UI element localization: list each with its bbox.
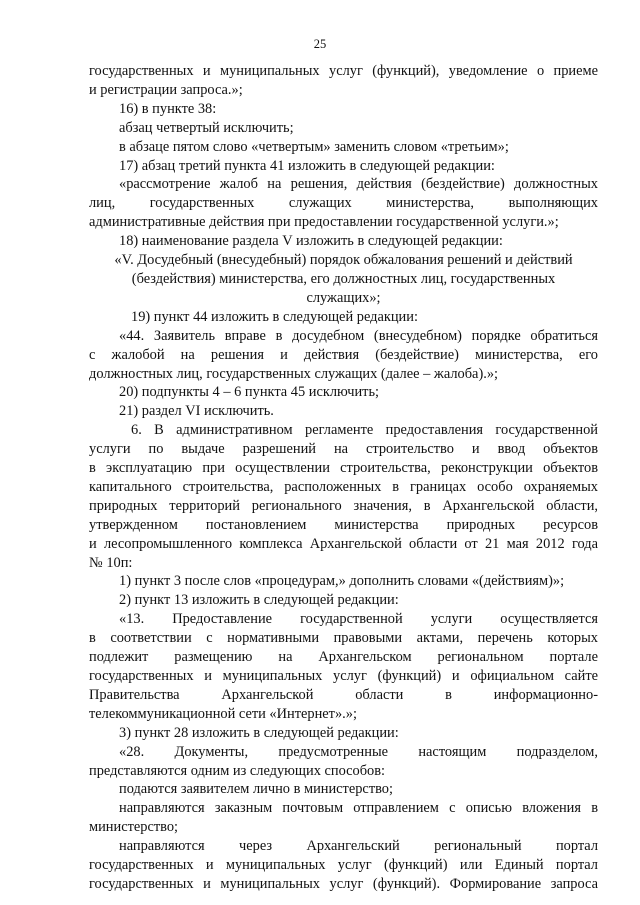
text-line: 19) пункт 44 изложить в следующей редакции: <box>131 308 418 325</box>
text-line: подаются заявителем лично в министерство; <box>119 781 393 798</box>
text-line: 6. В административном регламенте предоставления государственной <box>131 422 598 439</box>
text-line: Правительства Архангельской области в информационно- <box>89 686 598 703</box>
text-line: 20) подпункты 4 – 6 пункта 45 исключить; <box>119 384 380 401</box>
text-line: и лесопромышленного комплекса Архангельской области от 21 мая 2012 года <box>89 535 598 552</box>
text-line: министерство; <box>89 819 179 836</box>
text-line: в эксплуатацию при осуществлении строительства, реконструкции объектов <box>89 460 598 477</box>
text-line: «28. Документы, предусмотренные настоящим подразделом, <box>119 743 598 760</box>
text-line: административные действия при предоставлении государственной услуги.»; <box>89 214 559 231</box>
text-line: подлежит размещению на Архангельском региональном портале <box>89 649 598 666</box>
text-line: «рассмотрение жалоб на решения, действия (бездействие) должностных <box>119 176 598 193</box>
text-line: услуги по выдаче разрешений на строительство и ввод объектов <box>89 441 598 458</box>
document-body <box>89 62 598 894</box>
text-line: с жалобой на решения и действия (бездействие) министерства, его <box>89 346 598 363</box>
text-line: в соответствии с нормативными правовыми актами, перечень которых <box>89 630 598 647</box>
text-line: представляются одним из следующих способов: <box>89 762 386 779</box>
text-line: «13. Предоставление государственной услуги осуществляется <box>119 611 598 628</box>
text-line: абзац четвертый исключить; <box>119 119 294 136</box>
text-line: должностных лиц, государственных служащих (далее – жалоба).»; <box>89 365 499 382</box>
text-line: и регистрации запроса.»; <box>89 81 243 98</box>
text-line: 18) наименование раздела V изложить в следующей редакции: <box>119 233 503 250</box>
text-line: государственных и муниципальных услуг (функций), уведомление о приеме <box>89 63 598 79</box>
text-line: государственных и муниципальных услуг (функций). Формирование запроса <box>89 875 598 892</box>
text-line: служащих»; <box>306 289 381 306</box>
text-line: государственных и муниципальных услуг (функций) или Единый портал <box>89 857 598 874</box>
text-line: лиц, государственных служащих министерства, выполняющих <box>89 195 598 212</box>
text-line: направляются через Архангельский региональный портал <box>119 838 598 855</box>
text-line: направляются заказным почтовым отправлением с описью вложения в <box>119 800 598 817</box>
text-line: 3) пункт 28 изложить в следующей редакции: <box>119 724 399 741</box>
page-number: 25 <box>313 37 327 51</box>
text-line: телекоммуникационной сети «Интернет».»; <box>89 705 357 722</box>
text-line: капитального строительства, расположенных в границах особо охраняемых <box>89 478 598 495</box>
text-line: государственных и муниципальных услуг (функций) и официальном сайте <box>89 668 598 684</box>
text-line: № 10п: <box>89 554 133 571</box>
text-line: «44. Заявитель вправе в досудебном (внесудебном) порядке обратиться <box>119 327 598 344</box>
text-line: 2) пункт 13 изложить в следующей редакции: <box>119 592 399 609</box>
text-line: в абзаце пятом слово «четвертым» заменить словом «третьим»; <box>119 138 509 155</box>
text-line: утвержденном постановлением министерства природных ресурсов <box>89 516 598 533</box>
text-line: 21) раздел VI исключить. <box>119 403 274 420</box>
text-line: 1) пункт 3 после слов «процедурам,» дополнить словами «(действиям)»; <box>119 573 565 590</box>
text-line: «V. Досудебный (внесудебный) порядок обжалования решений и действий <box>114 252 573 269</box>
text-line: 16) в пункте 38: <box>119 100 217 117</box>
text-line: 17) абзац третий пункта 41 изложить в следующей редакции: <box>119 157 495 174</box>
text-line: (бездействия) министерства, его должностных лиц, государственных <box>131 270 556 287</box>
text-line: природных территорий регионального значения, в Архангельской области, <box>89 497 598 514</box>
